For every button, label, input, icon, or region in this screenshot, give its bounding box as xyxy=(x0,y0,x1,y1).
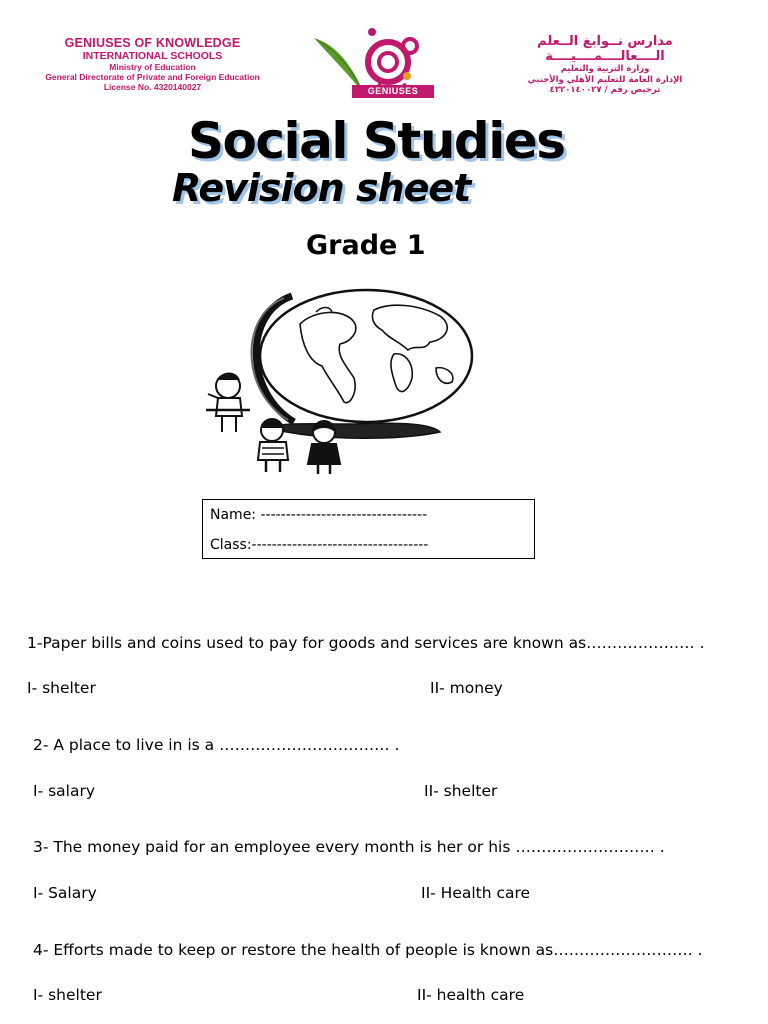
school-name: GENIUSES OF KNOWLEDGE xyxy=(64,36,241,50)
class-field[interactable]: Class:----------------------------------- xyxy=(210,537,429,553)
school-name-arabic: مدارس نــوابغ الــعلم xyxy=(537,34,673,49)
logo-label: GENIUSES xyxy=(352,85,434,98)
question-2-option-2[interactable]: II- shelter xyxy=(424,782,498,800)
school-header-arabic xyxy=(505,34,705,96)
question-1-option-2[interactable]: II- money xyxy=(430,679,503,697)
question-3-option-1[interactable]: I- Salary xyxy=(33,884,97,902)
question-4-option-2[interactable]: II- health care xyxy=(417,986,525,1004)
question-2-option-1[interactable]: I- salary xyxy=(33,782,96,800)
question-1-option-1[interactable]: I- shelter xyxy=(27,679,96,697)
question-4-option-1[interactable]: I- shelter xyxy=(33,986,102,1004)
question-3-option-2[interactable]: II- Health care xyxy=(421,884,531,902)
globe-with-children-illustration xyxy=(204,282,478,478)
name-field[interactable]: Name: --------------------------------- xyxy=(210,507,428,523)
question-3-text: 3- The money paid for an employee every month is her or his ……………………… . xyxy=(33,838,665,856)
ministry-line-arabic: وزارة التربية والتعليم xyxy=(560,64,650,74)
directorate-line-arabic: الإدارة العامة للتعليم الأهلي والأجنبي xyxy=(527,74,683,85)
question-4-text: 4- Efforts made to keep or restore the health of people is known as……………………… . xyxy=(33,941,703,959)
directorate-line: General Directorate of Private and Foreign Education xyxy=(45,72,260,82)
grade-label: Grade 1 xyxy=(306,230,426,261)
question-1-text: 1-Paper bills and coins used to pay for goods and services are known as………………… . xyxy=(27,634,705,652)
license-line-arabic: ترخيص رقم / ٤٣٢٠١٤٠٠٢٧ xyxy=(549,85,661,95)
page-subtitle: Revision sheet xyxy=(172,166,471,210)
school-header-english xyxy=(30,36,275,92)
school-type-arabic: الــــعالــــمــــيــــة xyxy=(545,49,665,64)
school-type: INTERNATIONAL SCHOOLS xyxy=(82,50,223,62)
student-info-box xyxy=(202,499,535,559)
question-2-text: 2- A place to live in is a …………………………… . xyxy=(33,736,400,754)
page-title: Social Studies xyxy=(188,112,565,170)
license-line: License No. 4320140027 xyxy=(103,82,202,92)
ministry-line: Ministry of Education xyxy=(109,62,196,72)
